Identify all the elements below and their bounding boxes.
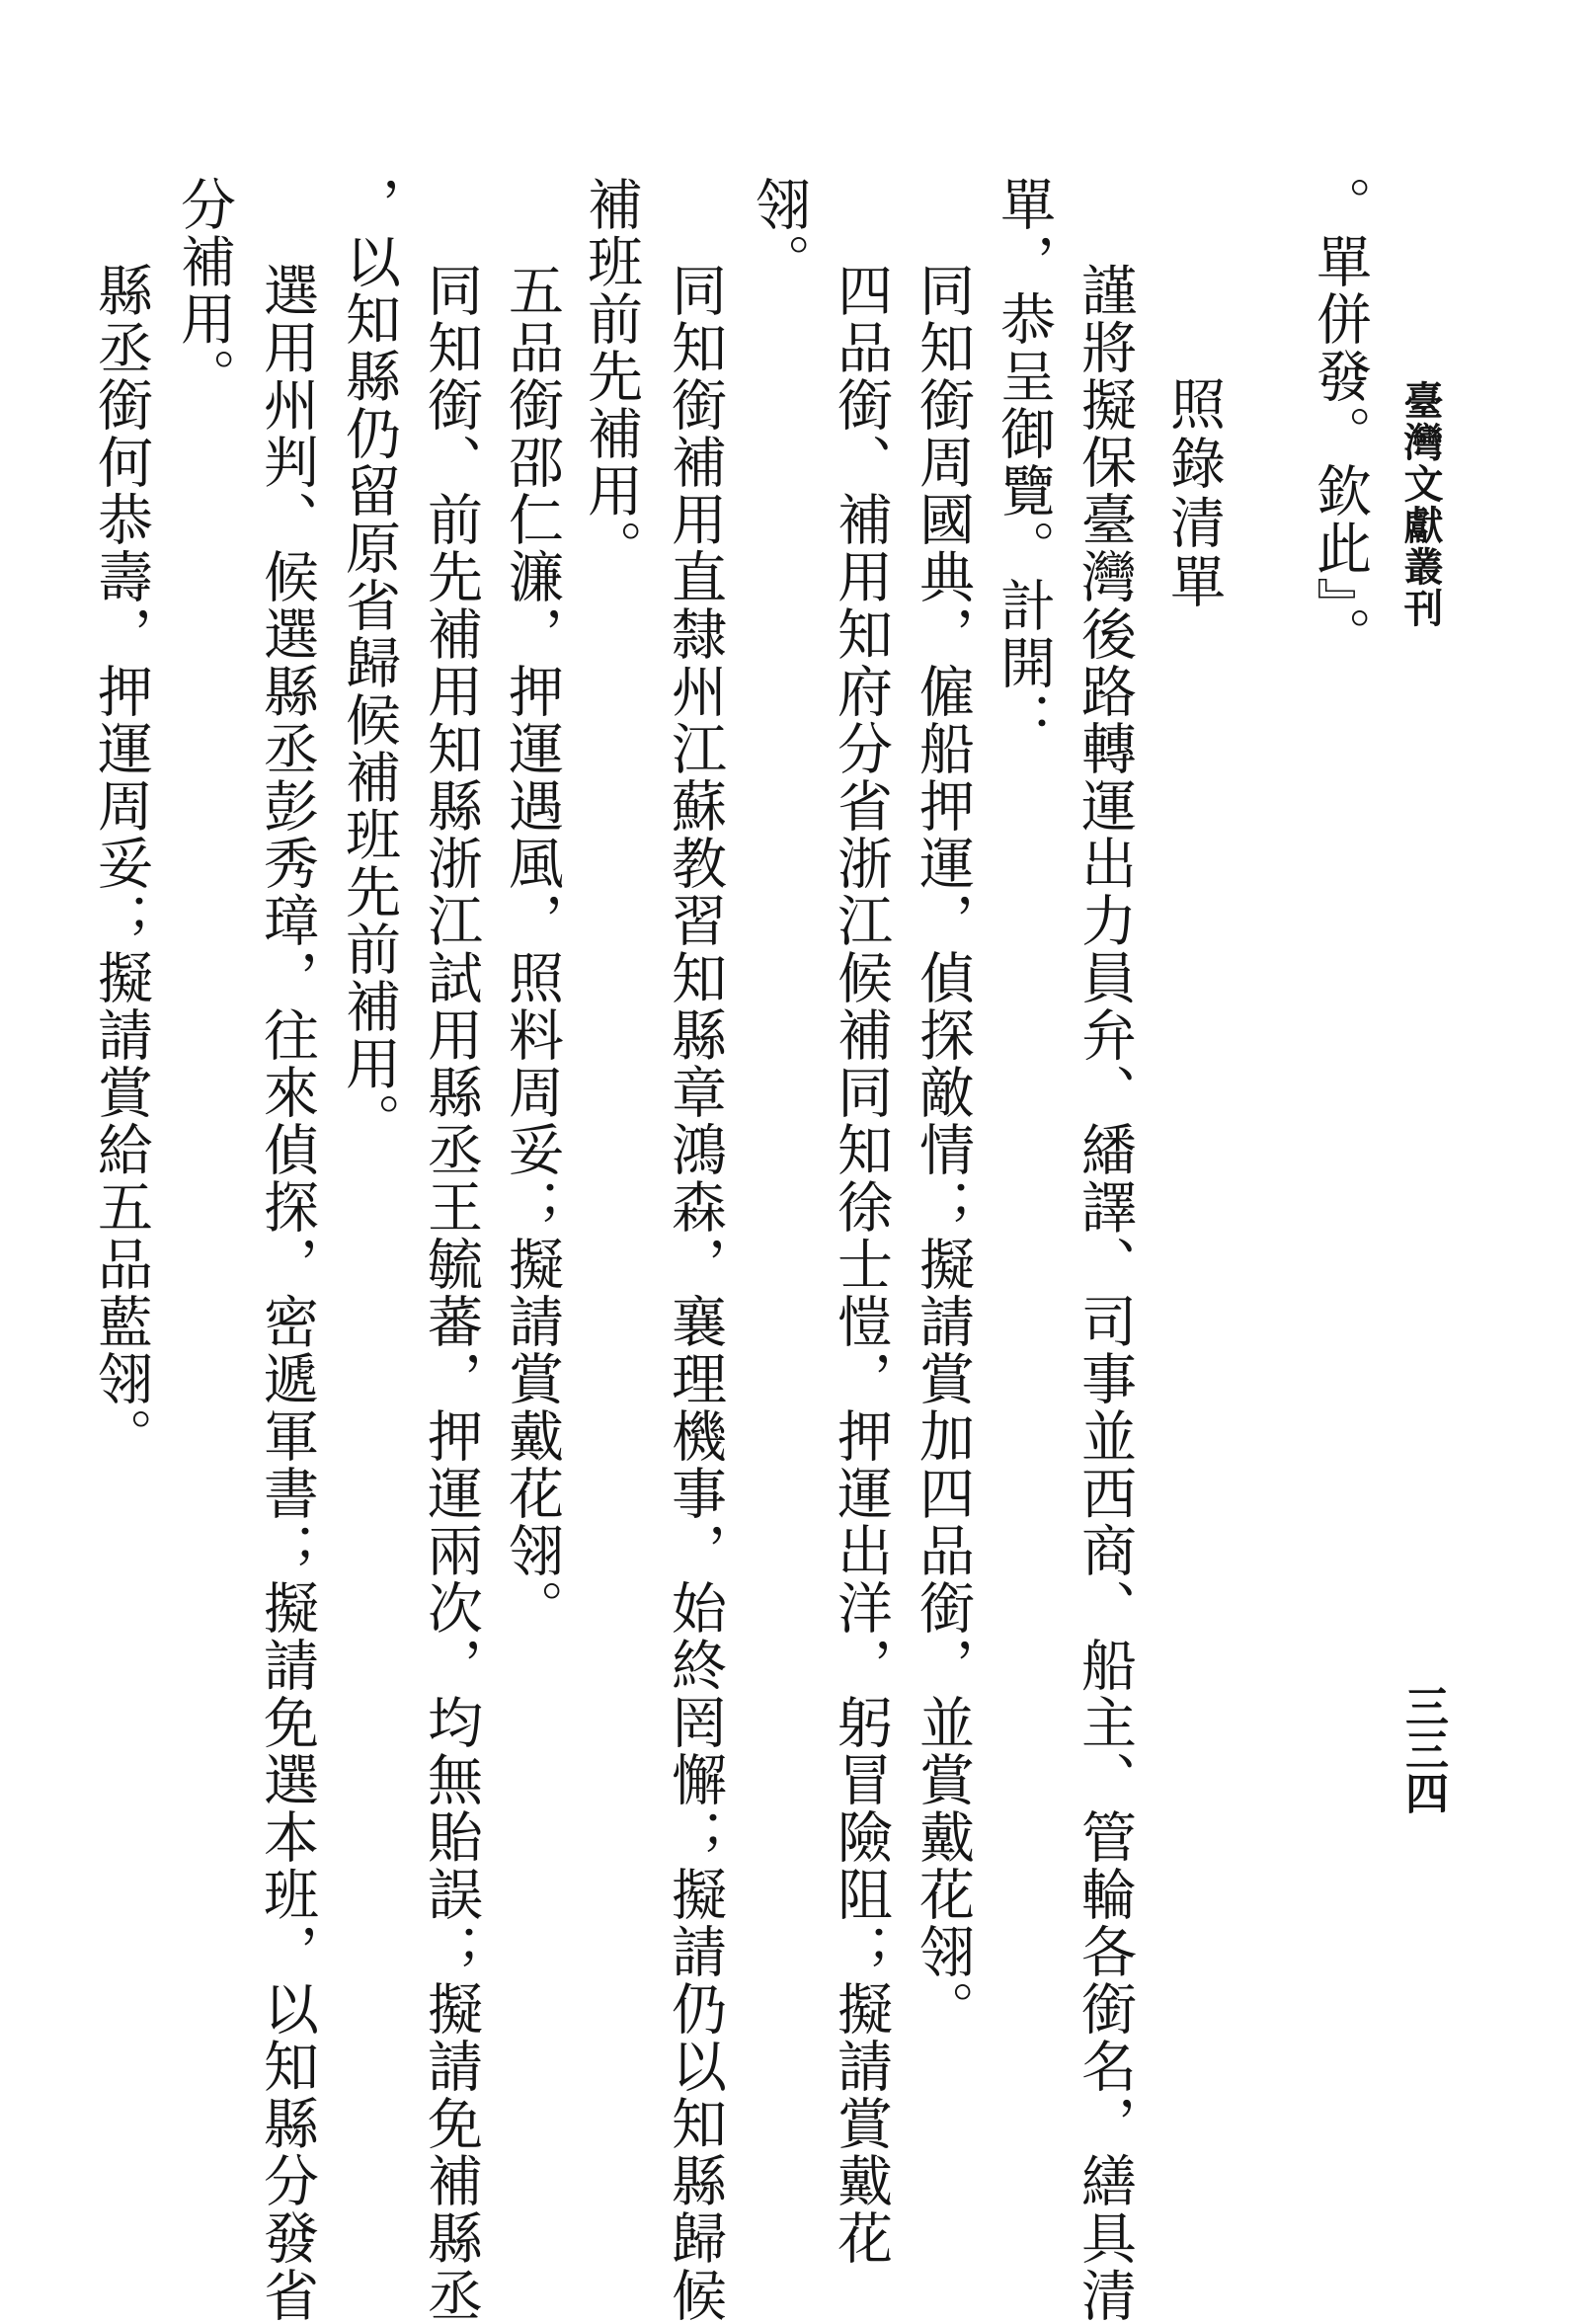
text-column-15: 縣丞銜何恭壽，押運周妥；擬請賞給五品藍翎。 — [89, 262, 153, 1465]
text-column-6: 四品銜、補用知府分省浙江候補同知徐士愷，押運出洋，躬冒險阻；擬請賞戴花 — [829, 262, 893, 2267]
running-header-title: 臺灣文獻叢刊 — [1397, 380, 1444, 629]
section-heading: 照錄清單 — [1161, 375, 1226, 612]
text-column-13: 選用州判、候選縣丞彭秀璋，往來偵探，密遞軍書；擬請免選本班，以知縣分發省 — [255, 262, 319, 2324]
text-column-4: 單，恭呈御覽。計開： — [992, 176, 1056, 749]
text-column-7: 翎。 — [747, 176, 811, 290]
text-column-11: 同知銜、前先補用知縣浙江試用縣丞王毓蕃，押運兩次，均無貽誤；擬請免補縣丞 — [419, 262, 483, 2324]
text-column-3: 謹將擬保臺灣後路轉運出力員弁、繙譯、司事並西商、船主、管輪各銜名，繕具清 — [1073, 262, 1137, 2324]
text-column-10: 五品銜邵仁濂，押運遇風，照料周妥；擬請賞戴花翎。 — [500, 262, 564, 1637]
text-column-1: 。單併發。欽此』。 — [1308, 176, 1372, 664]
page-number: 三三四 — [1397, 1684, 1448, 1814]
text-column-14: 分補用。 — [172, 176, 236, 405]
text-column-8: 同知銜補用直隸州江蘇教習知縣章鴻森，襄理機事，始終罔懈；擬請仍以知縣歸候 — [663, 262, 727, 2324]
text-column-12: ，以知縣仍留原省歸候補班先前補用。 — [337, 176, 401, 1150]
text-column-9: 補班前先補用。 — [579, 176, 643, 577]
text-column-5: 同知銜周國典，僱船押運，偵探敵情；擬請賞加四品銜，並賞戴花翎。 — [911, 262, 975, 2038]
